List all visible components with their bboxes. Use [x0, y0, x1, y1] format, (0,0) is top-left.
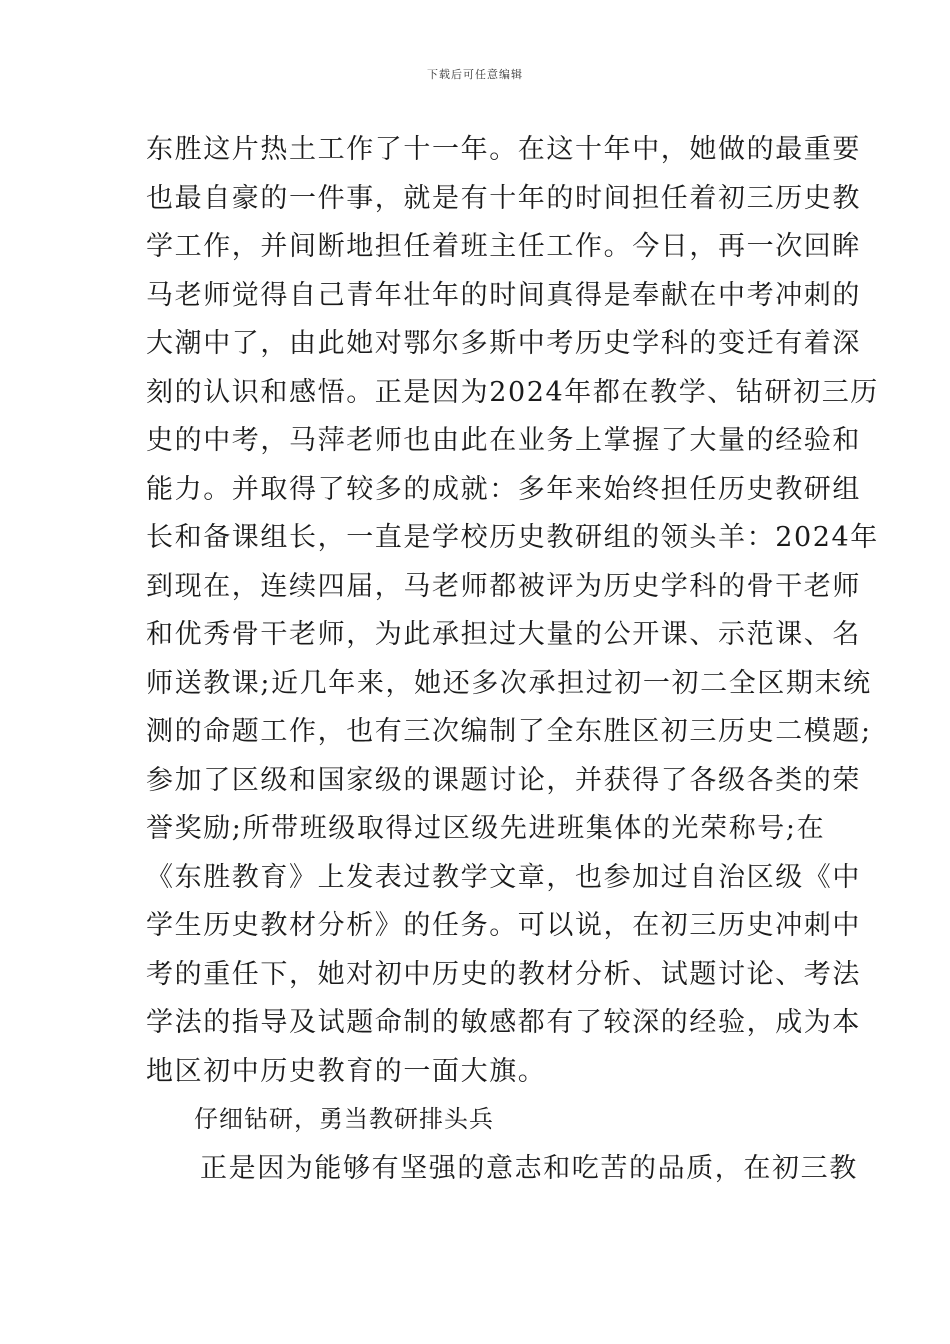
paragraph-line: 大潮中了，由此她对鄂尔多斯中考历史学科的变迁有着深	[146, 328, 861, 359]
paragraph-line: 学工作，并间断地担任着班主任工作。今日，再一次回眸	[146, 231, 861, 262]
paragraph-line: 刻的认识和感悟。正是因为2024年都在教学、钻研初三历	[146, 376, 879, 408]
paragraph-line: 和优秀骨干老师，为此承担过大量的公开课、示范课、名	[146, 619, 861, 650]
paragraph-line: 师送教课;近几年来，她还多次承担过初一初二全区期末统	[146, 667, 872, 699]
paragraph-line: 考的重任下，她对初中历史的教材分析、试题讨论、考法	[146, 958, 861, 990]
paragraph-line: 史的中考，马萍老师也由此在业务上掌握了大量的经验和	[146, 425, 861, 456]
paragraph-line: 到现在，连续四届，马老师都被评为历史学科的骨干老师	[146, 570, 861, 602]
paragraph-line: 正是因为能够有坚强的意志和吃苦的品质，在初三教	[200, 1152, 858, 1184]
page-header: 下载后可任意编辑	[427, 68, 523, 81]
paragraph-line: 长和备课组长，一直是学校历史教研组的领头羊：2024年	[146, 522, 879, 553]
paragraph-line: 学生历史教材分析》的任务。可以说，在初三历史冲刺中	[146, 910, 861, 941]
paragraph-line: 马老师觉得自己青年壮年的时间真得是奉献在中考冲刺的	[146, 279, 861, 311]
body-text	[146, 132, 879, 1199]
paragraph-line: 学法的指导及试题命制的敏感都有了较深的经验，成为本	[146, 1007, 861, 1038]
paragraph-line: 地区初中历史教育的一面大旗。	[146, 1055, 547, 1087]
paragraph-line: 誉奖励;所带班级取得过区级先进班集体的光荣称号;在	[146, 813, 826, 844]
paragraph-line: 参加了区级和国家级的课题讨论，并获得了各级各类的荣	[146, 764, 861, 796]
paragraph-line: 也最自豪的一件事，就是有十年的时间担任着初三历史教	[146, 182, 861, 214]
section-heading: 仔细钻研，勇当教研排头兵	[194, 1105, 494, 1133]
paragraph-line: 能力。并取得了较多的成就：多年来始终担任历史教研组	[146, 473, 861, 505]
paragraph-line: 测的命题工作，也有三次编制了全东胜区初三历史二模题;	[146, 716, 872, 747]
paragraph-line: 《东胜教育》上发表过教学文章，也参加过自治区级《中	[146, 861, 861, 893]
paragraph-line: 东胜这片热土工作了十一年。在这十年中，她做的最重要	[146, 134, 861, 165]
